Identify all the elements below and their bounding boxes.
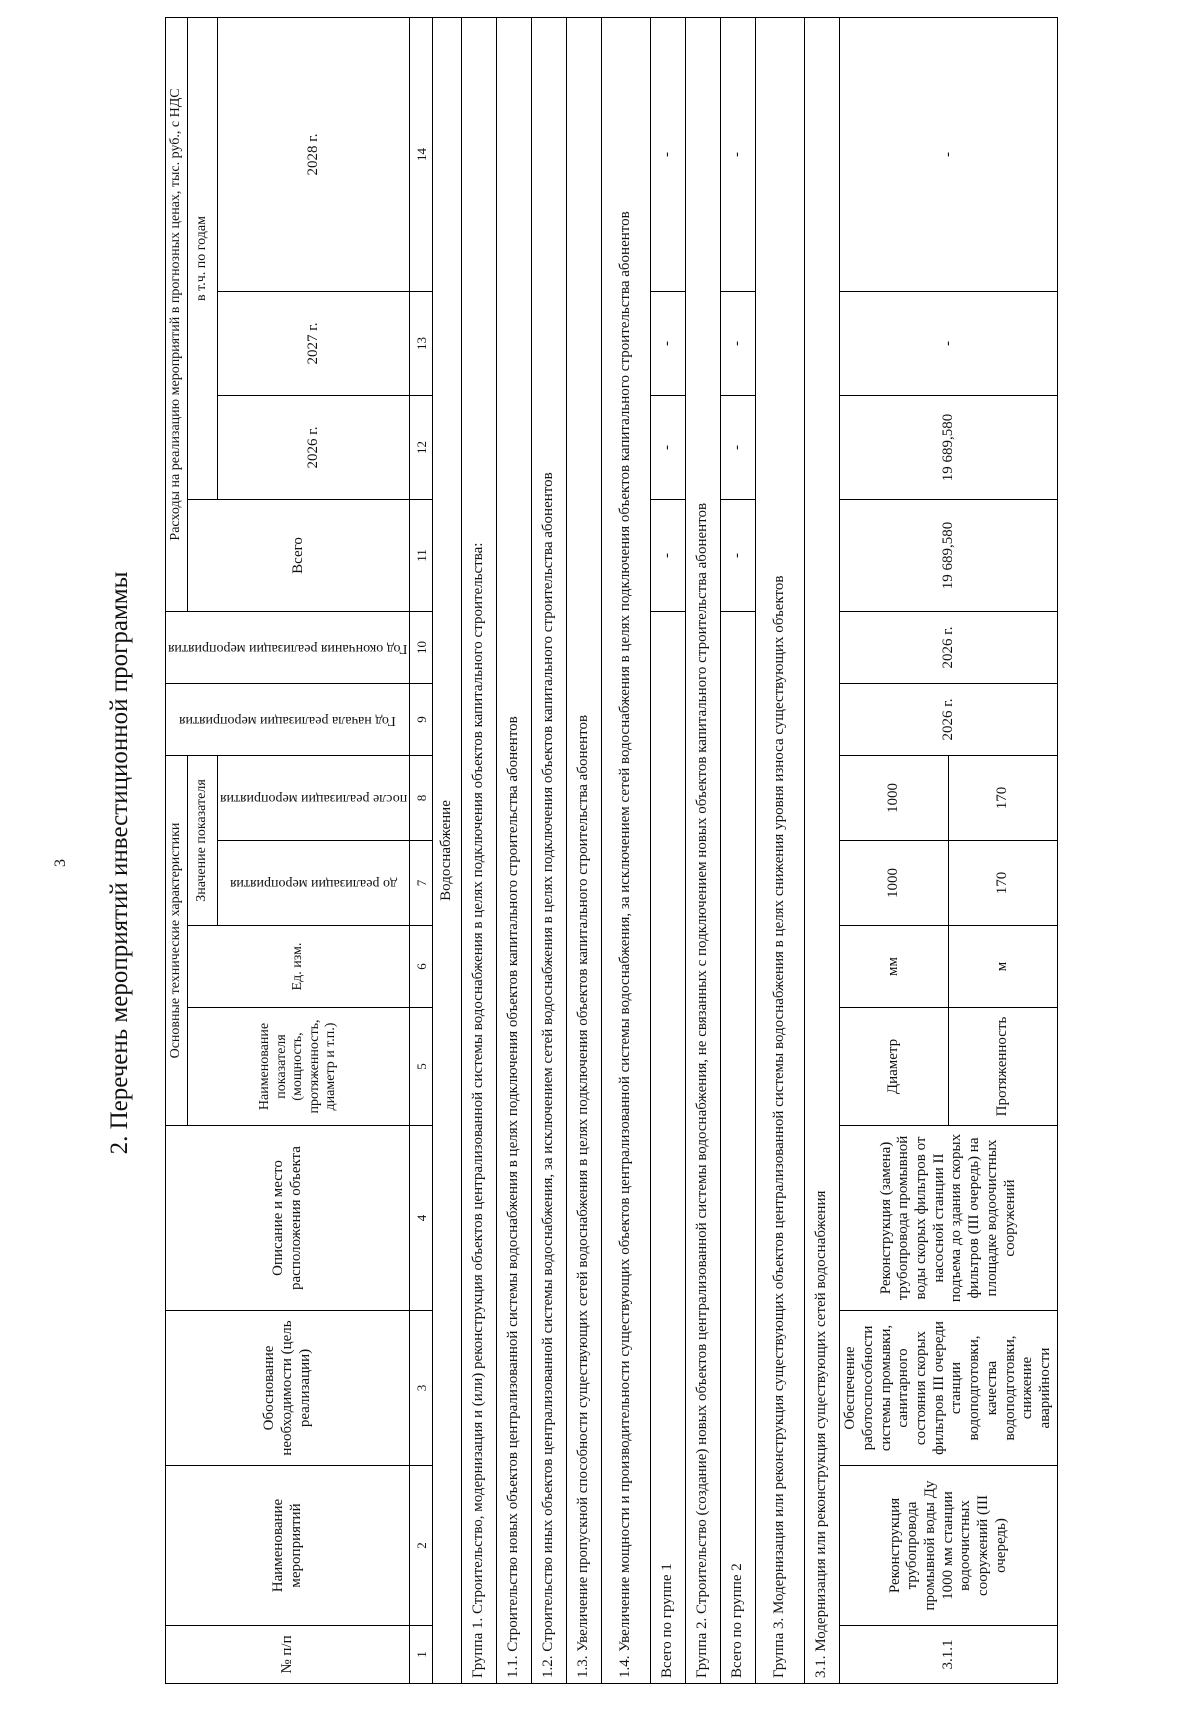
total-g2-2027: - [721,292,756,396]
total-g1-all: - [651,500,686,612]
subgroup-1-2-row: 1.2. Строительство иных объектов централизованной системы водоснабжения, за исключением сетей водоснабжения в целях подключения объектов капитального строительства абонентов [532,17,567,1683]
item-indicator-1-name: Диаметр [840,1008,949,1126]
item-total: 19 689,580 [840,500,1057,612]
header-start-year: Год начала реализации мероприятия [179,712,397,728]
column-numbers-row [410,17,433,1683]
header-tech: Основные технические характеристики [166,756,188,1126]
col-num: 9 [410,684,433,756]
col-num: 1 [410,1626,433,1684]
subgroup-1-1-row: 1.1. Строительство новых объектов централизованной системы водоснабжения в целях подключения объектов капитального строительства абонентов [497,17,532,1683]
total-g2-2028: - [721,17,756,291]
col-num: 10 [410,612,433,684]
header-2026: 2026 г. [218,396,410,500]
total-group-1-row [651,17,686,1683]
col-num: 5 [410,1008,433,1126]
col-num: 8 [410,756,433,841]
group-1-row: Группа 1. Строительство, модернизация и (или) реконструкция объектов централизованной системы водоснабжения в целях подключения объектов капитального строительства: [462,17,497,1683]
section-water-supply: Водоснабжение [433,17,462,1683]
group-3-row: Группа 3. Модернизация или реконструкция существующих объектов централизованной системы водоснабжения в целях снижения уровня износа существующих объектов [756,17,805,1683]
col-num: 12 [410,396,433,500]
total-group-2-row [721,17,756,1683]
header-indicator-name: Наименование показателя (мощность, протяженность, диаметр и т.п.) [187,1008,410,1126]
total-g2-all: - [721,500,756,612]
header-end-year: Год окончания реализации мероприятия [168,640,408,656]
header-num: № п/п [166,1626,410,1684]
item-2028: - [840,17,1057,291]
header-indicator-value: Значение показателя [187,756,218,926]
header-by-years: в т.ч. по годам [187,17,218,499]
item-2026: 19 689,580 [840,396,1057,500]
total-g1-2026: - [651,396,686,500]
col-num: 2 [410,1466,433,1626]
investment-program-table [165,17,1058,1684]
section-title: 2. Перечень мероприятий инвестиционной программы [106,571,133,1155]
header-costs: Расходы на реализацию мероприятий в прогнозных ценах, тыс. руб., с НДС [166,17,188,611]
header-justification: Обоснование необходимости (цель реализации) [166,1311,410,1466]
total-g1-2028: - [651,17,686,291]
item-indicator-2-unit: м [948,926,1057,1008]
item-indicator-2-before: 170 [948,841,1057,926]
subgroup-1-4-row: 1.4. Увеличение мощности и производительности существующих объектов централизованной системы водоснабжения, за исключением сетей водоснабжения в целях подключения объектов капитального строительства абонентов [602,17,651,1683]
group-2-row: Группа 2. Строительство (создание) новых объектов централизованной системы водоснабжения, не связанных с подключением новых объектов капитального строительства абонентов [686,17,721,1683]
item-indicator-1-before: 1000 [840,841,949,926]
col-num: 4 [410,1126,433,1311]
col-num: 6 [410,926,433,1008]
col-num: 11 [410,500,433,612]
total-g2-2026: - [721,396,756,500]
header-total: Всего [187,500,410,612]
item-indicator-2-name: Протяженность [948,1008,1057,1126]
header-before: до реализации мероприятия [230,876,398,892]
col-num: 13 [410,292,433,396]
total-g1-2027: - [651,292,686,396]
header-name: Наименование мероприятий [166,1466,410,1626]
header-unit: Ед. изм. [187,926,410,1008]
col-num: 7 [410,841,433,926]
item-name: Реконструкция трубопровода промывной воды Ду 1000 мм станции водоочистных сооружений (III очередь) [840,1466,1057,1626]
item-indicator-1-unit: мм [840,926,949,1008]
table-row [840,17,949,1683]
header-2027: 2027 г. [218,292,410,396]
page-number-rotated: 3 [52,859,69,867]
item-end-year: 2026 г. [840,612,1057,684]
total-group-1-label: Всего по группе 1 [651,612,686,1684]
item-justification: Обеспечение работоспособности системы промывки, санитарного состояния скорых фильтров III очереди станции водоподготовки, качества водоподготовки, снижение аварийности [840,1311,1057,1466]
header-description: Описание и место расположения объекта [166,1126,410,1311]
item-start-year: 2026 г. [840,684,1057,756]
col-num: 3 [410,1311,433,1466]
col-num: 14 [410,17,433,291]
subgroup-3-1-row: 3.1. Модернизация или реконструкция существующих сетей водоснабжения [805,17,840,1683]
header-after: после реализации мероприятия [220,791,408,807]
item-description: Реконструкция (замена) трубопровода промывной воды скорых фильтров от насосной станции II подъема до здания скорых фильтров (III очередь) на площадке водоочистных сооружений [840,1126,1057,1311]
item-2027: - [840,292,1057,396]
item-indicator-1-after: 1000 [840,756,949,841]
total-group-2-label: Всего по группе 2 [721,612,756,1684]
item-num: 3.1.1 [840,1626,1057,1684]
subgroup-1-3-row: 1.3. Увеличение пропускной способности существующих сетей водоснабжения в целях подключения объектов капитального строительства абонентов [567,17,602,1683]
item-indicator-2-after: 170 [948,756,1057,841]
header-2028: 2028 г. [218,17,410,291]
